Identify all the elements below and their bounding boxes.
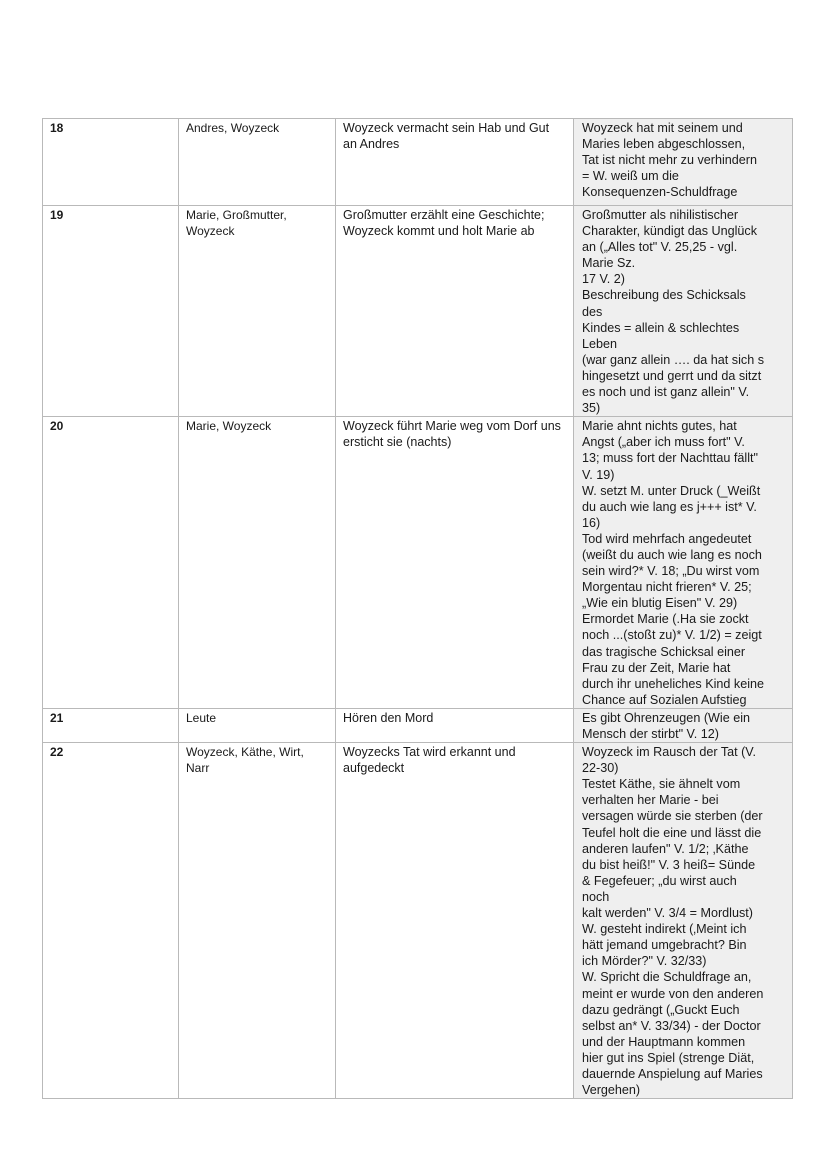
persons-cell: Woyzeck, Käthe, Wirt, Narr [179,743,336,1099]
analysis-line: Tat ist nicht mehr zu verhindern [582,153,757,168]
analysis-line: Leben [582,336,618,351]
analysis-line: Vergehen) [582,1083,641,1098]
analysis-line: versagen würde sie sterben (der [582,809,763,824]
analysis-line: 17 V. 2) [582,272,625,287]
analysis-line: Kindes = allein & schlechtes [582,320,740,335]
scene-number-cell: 20 [43,417,179,709]
analysis-cell [574,119,793,206]
analysis-line: Beschreibung des Schicksals [582,288,746,303]
content-cell: Woyzeck führt Marie weg vom Dorf uns ersticht sie (nachts) [336,417,574,709]
analysis-cell [574,206,793,417]
analysis-line: Frau zu der Zeit, Marie hat [582,660,731,675]
analysis-line: W. Spricht die Schuldfrage an, [582,970,752,985]
analysis-line: Es gibt Ohrenzeugen (Wie ein [582,710,751,725]
scene-number-cell: 22 [43,743,179,1099]
analysis-line: 16) [582,515,601,530]
table-row [43,206,793,417]
analysis-line: 13; muss fort der Nachttau fällt" [582,451,758,466]
persons-cell: Marie, Großmutter, Woyzeck [179,206,336,417]
analysis-line: selbst an* V. 33/34) - der Doctor [582,1018,761,1033]
analysis-line: anderen laufen" V. 1/2; ‚Käthe [582,841,749,856]
analysis-line: und der Hauptmann kommen [582,1034,746,1049]
analysis-line: W. gesteht indirekt (‚Meint ich [582,922,747,937]
analysis-line: Ermordet Marie (.Ha sie zockt [582,612,749,627]
analysis-line: (war ganz allein …. da hat sich s [582,352,764,367]
analysis-line: du auch wie lang es j+++ ist* V. [582,499,757,514]
scene-analysis-table [42,118,793,1099]
analysis-line: an („Alles tot" V. 25,25 - vgl. [582,240,738,255]
analysis-line: hier gut ins Spiel (strenge Diät, [582,1050,755,1065]
scene-number-cell: 18 [43,119,179,206]
analysis-line: du bist heiß!" V. 3 heiß= Sünde [582,857,756,872]
analysis-line: meint er wurde von den anderen [582,986,764,1001]
analysis-line: dauernde Anspielung auf Maries [582,1066,763,1081]
analysis-cell [574,417,793,709]
content-cell: Woyzecks Tat wird erkannt und aufgedeckt [336,743,574,1099]
table-row [43,119,793,206]
analysis-line: das tragische Schicksal einer [582,644,746,659]
analysis-line: 35) [582,401,601,416]
analysis-line: V. 19) [582,467,615,482]
analysis-line: hingesetzt und gerrt und da sitzt [582,368,762,383]
analysis-line: Woyzeck hat mit seinem und [582,121,743,135]
content-cell: Hören den Mord [336,708,574,742]
analysis-line: Teufel holt die eine und lässt die [582,825,762,840]
analysis-line: „Wie ein blutig Eisen" V. 29) [582,596,738,611]
analysis-line: Tod wird mehrfach angedeutet [582,531,752,546]
content-cell: Woyzeck vermacht sein Hab und Gut an Andres [336,119,574,206]
analysis-line: Chance auf Sozialen Aufstieg [582,692,747,707]
analysis-line: des [582,304,603,319]
analysis-line: Testet Käthe, sie ähnelt vom [582,777,741,792]
analysis-line: noch ...(stoßt zu)* V. 1/2) = zeigt [582,628,762,643]
scene-number-cell: 21 [43,708,179,742]
table-row [43,743,793,1099]
analysis-line: 22-30) [582,761,619,776]
analysis-line: noch [582,889,610,904]
analysis-line: Maries leben abgeschlossen, [582,137,746,152]
analysis-line: es noch und ist ganz allein" V. [582,385,750,400]
scene-number-cell: 19 [43,206,179,417]
analysis-line: W. setzt M. unter Druck (_Weißt [582,483,761,498]
analysis-line: hätt jemand umgebracht? Bin [582,938,747,953]
analysis-line: dazu gedrängt („Guckt Euch [582,1002,740,1017]
persons-cell: Andres, Woyzeck [179,119,336,206]
analysis-line: kalt werden" V. 3/4 = Mordlust) [582,906,753,921]
analysis-line: verhalten her Marie - bei [582,793,719,808]
analysis-line: ich Mörder?" V. 32/33) [582,954,707,969]
analysis-cell [574,708,793,742]
analysis-line: Großmutter als nihilistischer [582,208,739,222]
analysis-line: Woyzeck im Rausch der Tat (V. [582,745,757,760]
table-row [43,417,793,709]
persons-cell: Leute [179,708,336,742]
analysis-line: sein wird?* V. 18; „Du wirst vom [582,564,760,579]
table-body [43,119,793,1099]
analysis-line: Morgentau nicht frieren* V. 25; [582,580,752,595]
analysis-line: Marie Sz. [582,256,636,271]
analysis-cell [574,743,793,1099]
analysis-line: Charakter, kündigt das Unglück [582,224,758,239]
table-row [43,708,793,742]
analysis-line: durch ihr uneheliches Kind keine [582,676,765,691]
analysis-line: Marie ahnt nichts gutes, hat [582,419,737,434]
analysis-line: & Fegefeuer; „du wirst auch [582,873,737,888]
persons-cell: Marie, Woyzeck [179,417,336,709]
content-cell: Großmutter erzählt eine Geschichte; Woyzeck kommt und holt Marie ab [336,206,574,417]
analysis-line: Konsequenzen-Schuldfrage [582,185,738,200]
analysis-line: Mensch der stirbt" V. 12) [582,727,719,741]
analysis-line: (weißt du auch wie lang es noch [582,547,762,562]
analysis-line: Angst („aber ich muss fort" V. [582,435,745,450]
analysis-line: = W. weiß um die [582,169,679,184]
